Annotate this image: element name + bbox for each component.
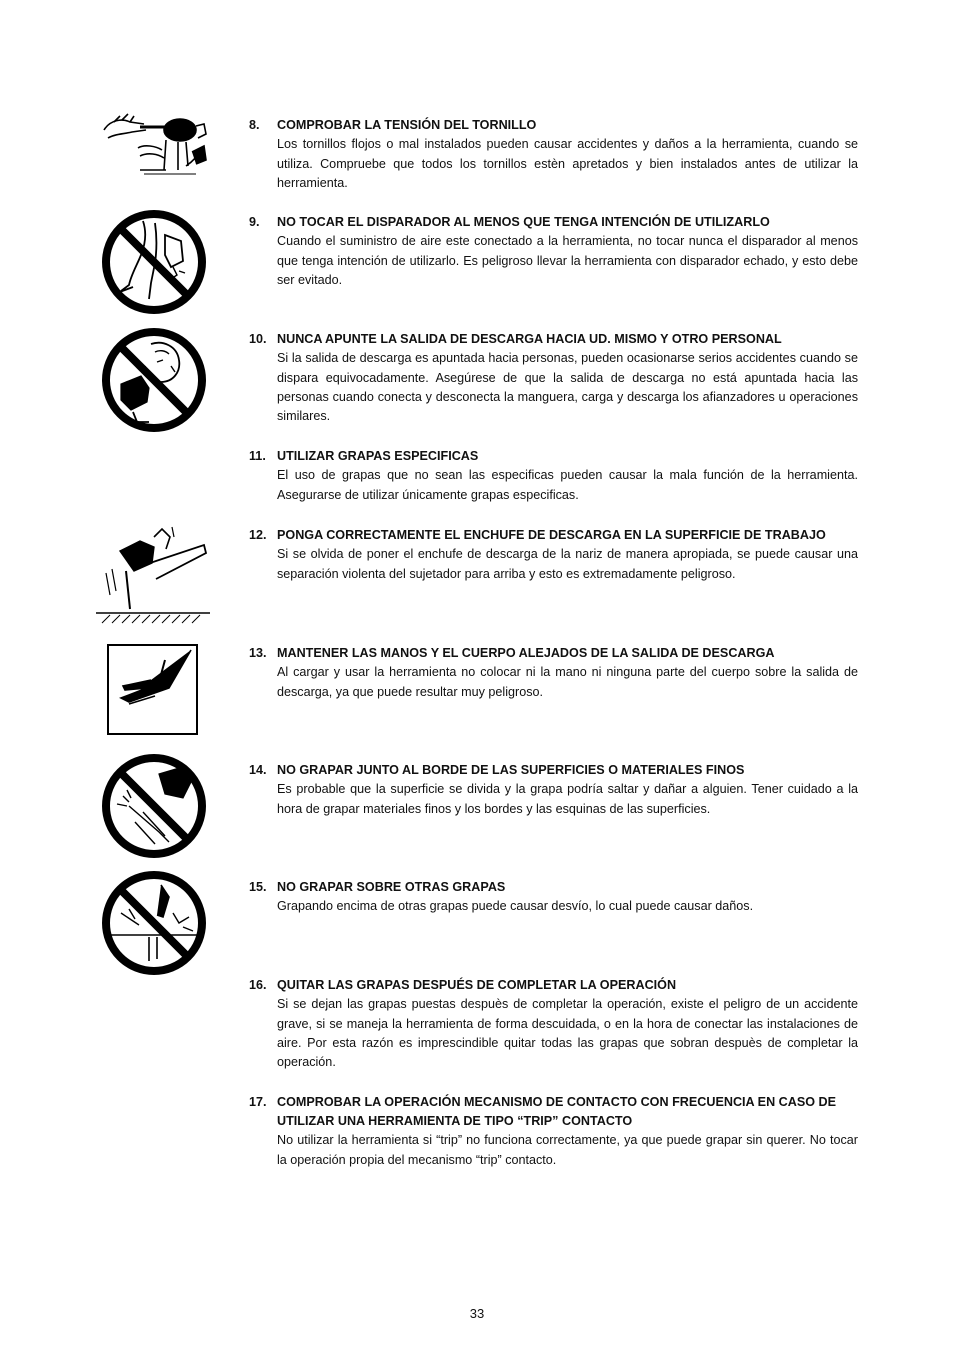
item-heading [249, 330, 858, 349]
item-body: Al cargar y usar la herramienta no colocar ni la mano ni ninguna parte del cuerpo sobre la salida de descarga, ya que puede resultar muy peligroso. [277, 665, 858, 699]
item-number: 11. [249, 449, 266, 463]
safety-item-13 [249, 644, 858, 702]
no-stapling-over-staples-sign [99, 869, 209, 977]
item-body: Cuando el suministro de aire este conectado a la herramienta, no tocar nunca el disparador al menos que tenga intención de utilizarlo. Es peligroso llevar la herramienta con disparador echado, y esto debe ser evitado. [277, 234, 858, 288]
item-number: 15. [249, 880, 267, 894]
item-number: 16. [249, 978, 267, 992]
safety-item-10 [249, 330, 858, 427]
no-stapling-near-edge-sign [99, 752, 209, 860]
hand-near-outlet-sign [107, 644, 198, 735]
item-heading [249, 976, 858, 995]
safety-item-8 [249, 116, 858, 193]
item-title: NO GRAPAR SOBRE OTRAS GRAPAS [277, 880, 506, 894]
nailer-on-surface-illustration [96, 523, 210, 625]
item-heading [249, 526, 858, 545]
item-number: 10. [249, 332, 267, 346]
item-heading [249, 878, 858, 897]
item-heading [249, 761, 858, 780]
item-number: 12. [249, 528, 267, 542]
safety-item-9 [249, 213, 858, 290]
item-number: 17. [249, 1095, 267, 1109]
item-title: MANTENER LAS MANOS Y EL CUERPO ALEJADOS DE LA SALIDA DE DESCARGA [277, 646, 775, 660]
page-number: 33 [469, 1306, 485, 1321]
item-body: Los tornillos flojos o mal instalados pueden causar accidentes y daños a la herramienta, cuando se utiliza. Compruebe que todos los tornillos estèn apretados y bien instalados antes de utilizar la herramienta. [277, 137, 858, 191]
safety-item-17 [249, 1093, 858, 1170]
item-body: Es probable que la superficie se divida y la grapa podría saltar y dañar a alguien. Tener cuidado a la hora de grapar materiales finos y los bordes y las esquinas de las superficies. [277, 782, 858, 816]
item-number: 8. [249, 118, 260, 132]
item-heading [249, 644, 858, 663]
item-title: NO GRAPAR JUNTO AL BORDE DE LAS SUPERFICIES O MATERIALES FINOS [277, 763, 745, 777]
item-body: No utilizar la herramienta si “trip” no funciona correctamente, ya que puede grapar sin querer. No tocar la operación propia del mecanismo “trip” contacto. [277, 1133, 858, 1167]
item-title: QUITAR LAS GRAPAS DESPUÉS DE COMPLETAR LA OPERACIÓN [277, 978, 677, 992]
item-title: COMPROBAR LA OPERACIÓN MECANISMO DE CONTACTO CON FRECUENCIA EN CASO DE UTILIZAR UNA HERRAMIENTA DE TIPO “TRIP” CONTACTO [277, 1095, 837, 1129]
safety-item-11 [249, 447, 858, 505]
item-body: Si se olvida de poner el enchufe de descarga de la nariz de manera apropiada, se puede causar una separación violenta del sujetador para arriba y esto es extremadamente peligroso. [277, 547, 858, 581]
item-body: Si se dejan las grapas puestas despuès de completar la operación, existe el peligro de un accidente grave, si se maneja la herramienta de forma descuidada, o en la hora de conectar las instalaciones de aire. Por esta razón es imprescindible quitar todas las grapas que sobran despuès de completar la operación. [277, 997, 858, 1070]
safety-item-12 [249, 526, 858, 584]
item-heading [249, 116, 858, 135]
safety-item-15 [249, 878, 858, 917]
item-body: Grapando encima de otras grapas puede causar desvío, lo cual puede causar daños. [277, 899, 754, 914]
item-heading [249, 213, 858, 232]
item-title: NO TOCAR EL DISPARADOR AL MENOS QUE TENGA INTENCIÓN DE UTILIZARLO [277, 215, 770, 229]
item-heading [249, 1093, 858, 1131]
item-title: PONGA CORRECTAMENTE EL ENCHUFE DE DESCARGA EN LA SUPERFICIE DE TRABAJO [277, 528, 826, 542]
no-pointing-at-people-sign [99, 326, 209, 434]
item-body: El uso de grapas que no sean las especificas pueden causar la mala función de la herramienta. Asegurarse de utilizar únicamente grapas especificas. [277, 468, 858, 502]
item-body: Si la salida de descarga es apuntada hacia personas, pueden ocasionarse serios accidentes cuando se dispara equivocadamente. Asegúrese de que la salida de descarga no está apuntada hacia las personas cuando conecta y desconecta la manguera, carga y descarga los afianzadores u operaciones similares. [277, 351, 858, 424]
item-number: 9. [249, 215, 260, 229]
safety-item-16 [249, 976, 858, 1073]
no-trigger-touch-sign [99, 209, 209, 315]
item-heading [249, 447, 858, 466]
item-number: 13. [249, 646, 267, 660]
item-title: COMPROBAR LA TENSIÓN DEL TORNILLO [277, 118, 537, 132]
item-title: UTILIZAR GRAPAS ESPECIFICAS [277, 449, 479, 463]
screwdriver-tightening-illustration [100, 108, 212, 180]
item-title: NUNCA APUNTE LA SALIDA DE DESCARGA HACIA UD. MISMO Y OTRO PERSONAL [277, 332, 782, 346]
item-number: 14. [249, 763, 267, 777]
safety-item-14 [249, 761, 858, 819]
